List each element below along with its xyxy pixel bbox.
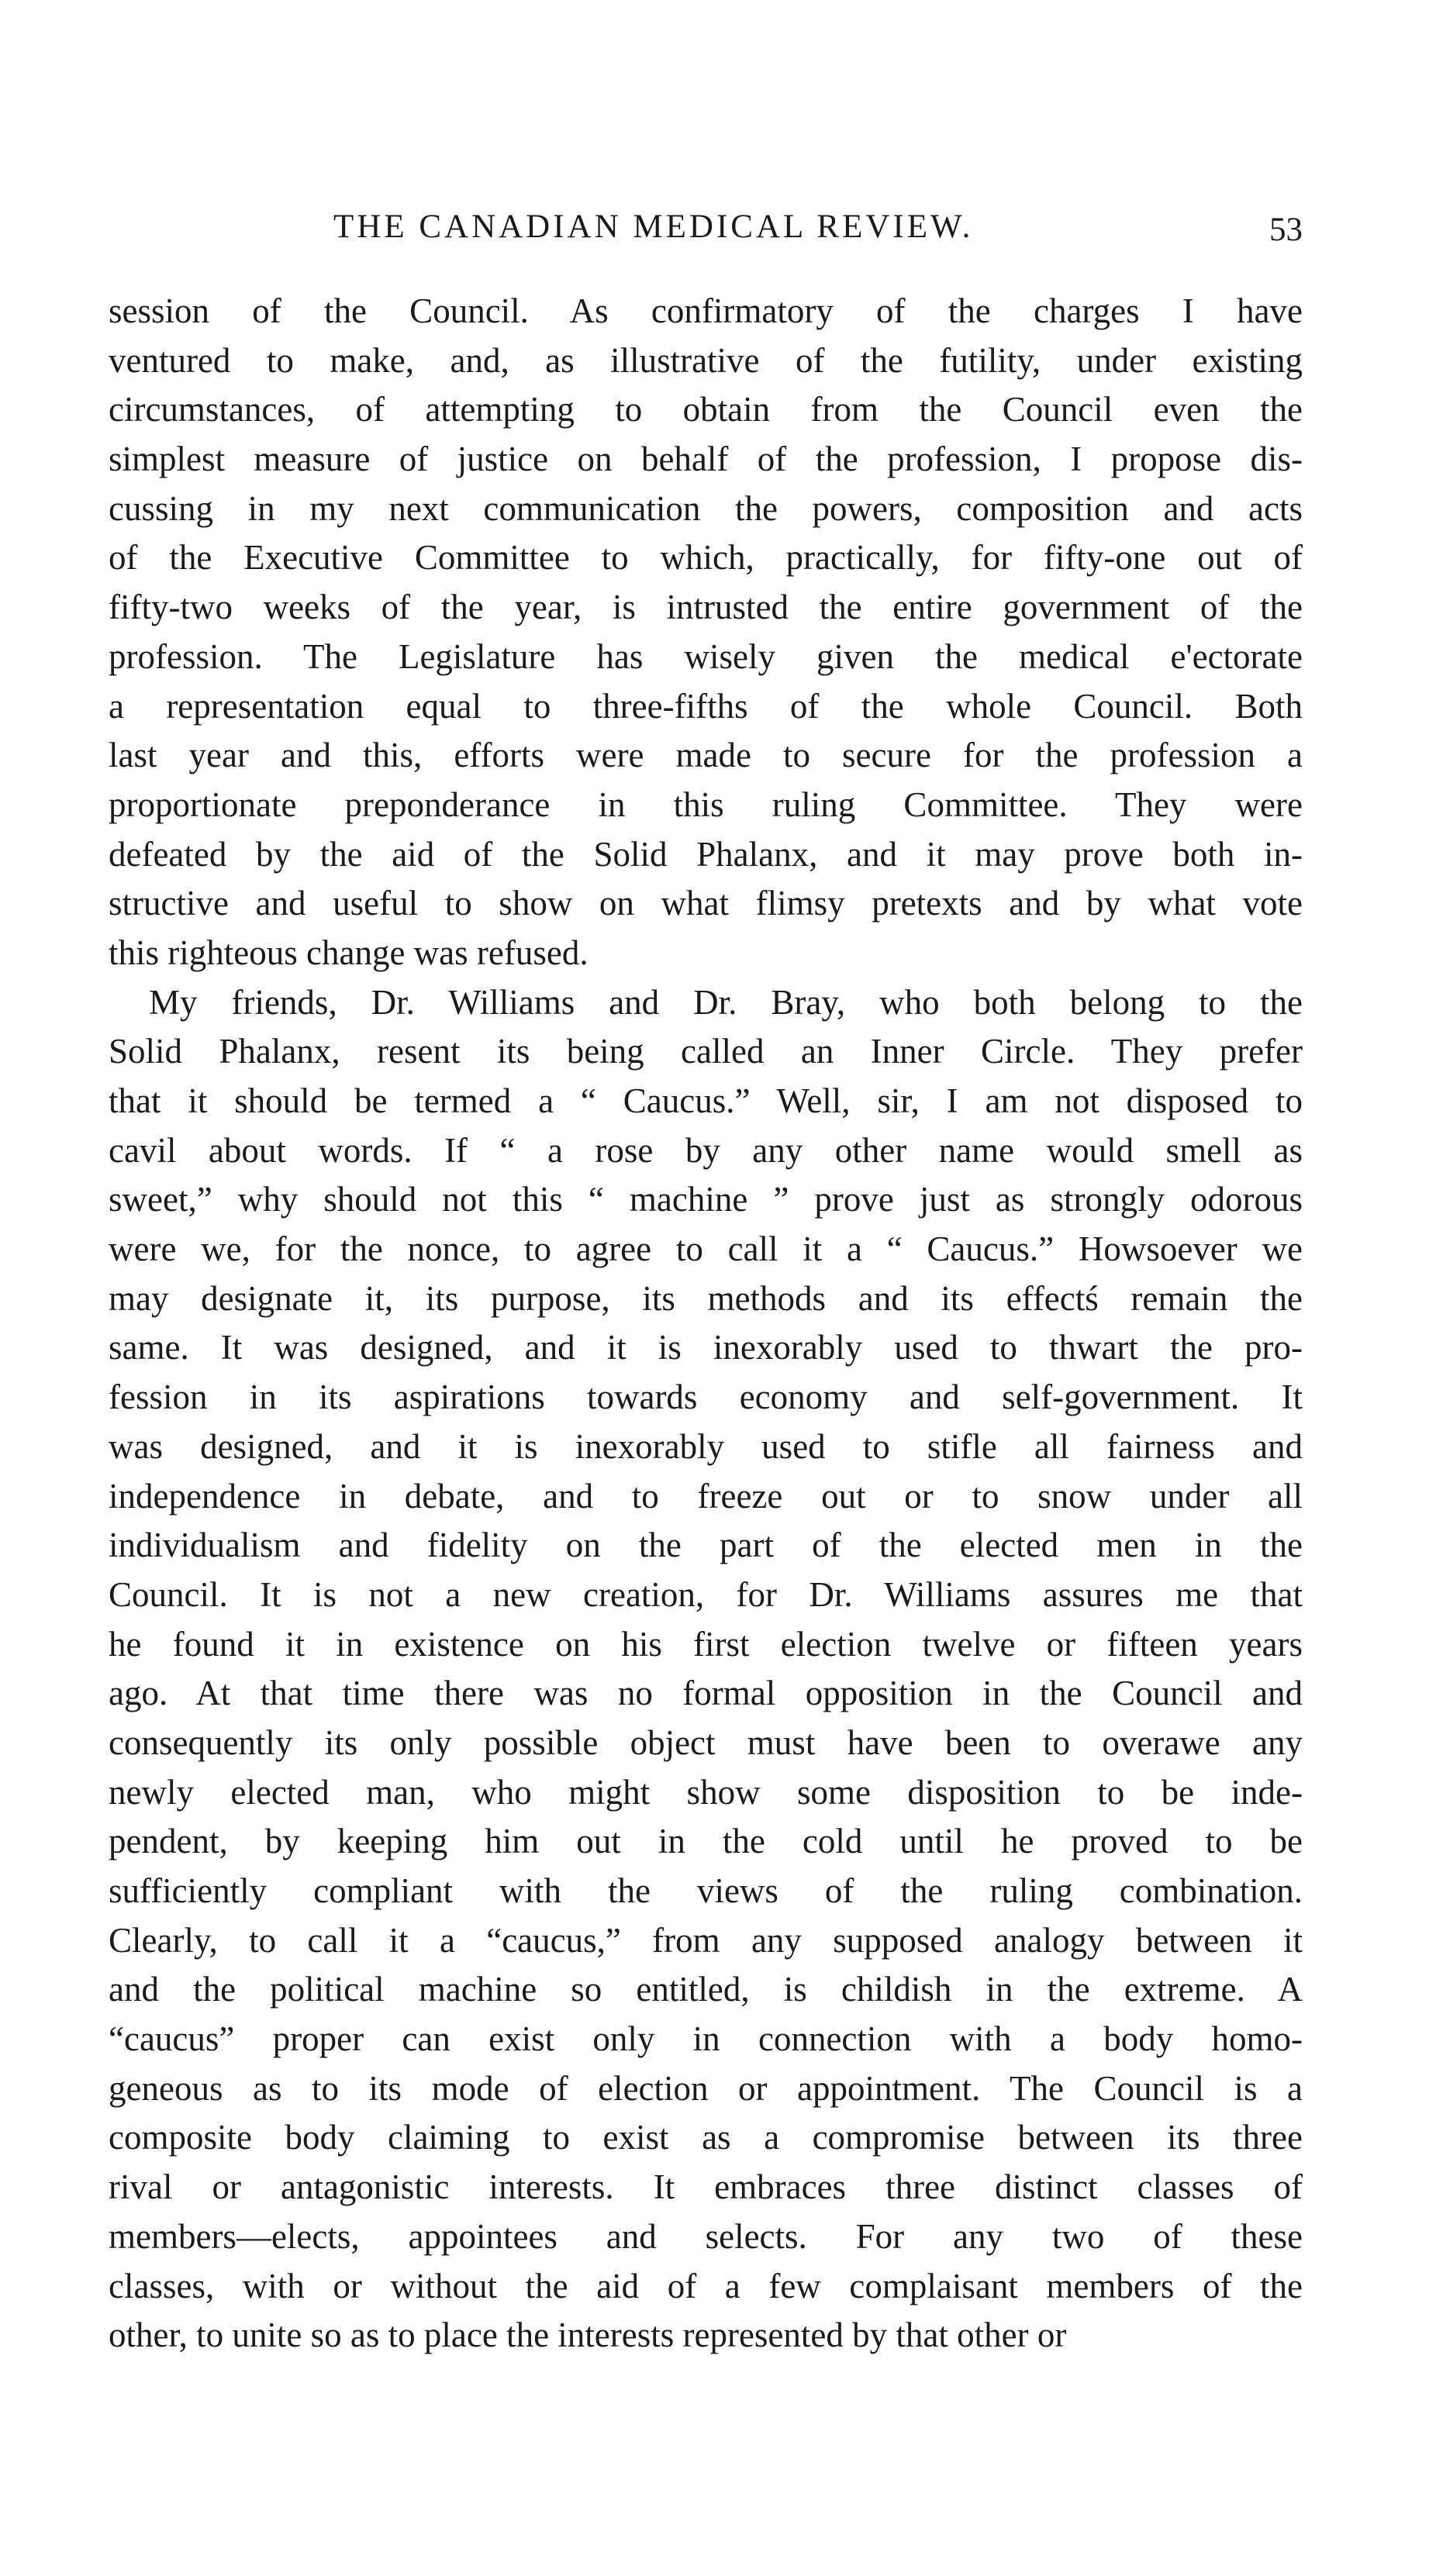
body-text	[109, 287, 1303, 2360]
text-line: composite body claiming to exist as a compromise between its three	[109, 2118, 1303, 2157]
text-line: sufficiently compliant with the views of the ruling combination.	[109, 1871, 1303, 1910]
text-line: other, to unite so as to place the interests represented by that other or	[109, 2316, 1067, 2355]
text-line: sweet,” why should not this “ machine ” prove just as strongly odorous	[109, 1180, 1303, 1219]
text-line: and the political machine so entitled, is childish in the extreme. A	[109, 1970, 1303, 2009]
text-line: this righteous change was refused.	[109, 933, 589, 972]
running-title: THE CANADIAN MEDICAL REVIEW.	[333, 209, 974, 245]
text-line: individualism and fidelity on the part of the elected men in the	[109, 1526, 1303, 1565]
text-line: of the Executive Committee to which, practically, for fifty-one out of	[109, 538, 1303, 578]
text-line: a representation equal to three-fifths of the whole Council. Both	[109, 686, 1303, 726]
text-line: were we, for the nonce, to agree to call it a “ Caucus.” Howsoever we	[109, 1229, 1303, 1269]
running-head	[109, 208, 1303, 254]
text-line: geneous as to its mode of election or appointment. The Council is a	[109, 2068, 1303, 2108]
text-line: Clearly, to call it a “caucus,” from any supposed analogy between it	[109, 1920, 1303, 1960]
text-line: may designate it, its purpose, its methods and its effectś remain the	[109, 1278, 1303, 1318]
text-line: Council. It is not a new creation, for Dr. Williams assures me that	[109, 1574, 1303, 1614]
text-line: fifty-two weeks of the year, is intrusted the entire government of the	[109, 588, 1303, 627]
text-line: simplest measure of justice on behalf of the profession, I propose dis-	[109, 440, 1303, 479]
text-line: cussing in my next communication the powers, composition and acts	[109, 488, 1303, 528]
text-line: rival or antagonistic interests. It embraces three distinct classes of	[109, 2167, 1303, 2207]
text-line: “caucus” proper can exist only in connection with a body homo-	[109, 2019, 1303, 2059]
text-line: newly elected man, who might show some disposition to be inde-	[109, 1772, 1303, 1812]
text-line: that it should be termed a “ Caucus.” Well, sir, I am not disposed to	[109, 1081, 1303, 1120]
text-line: members—elects, appointees and selects. For any two of these	[109, 2216, 1303, 2256]
text-line: proportionate preponderance in this ruling Committee. They were	[109, 785, 1303, 824]
text-line: Solid Phalanx, resent its being called an Inner Circle. They prefer	[109, 1032, 1303, 1071]
text-line: cavil about words. If “ a rose by any other name would smell as	[109, 1130, 1303, 1170]
text-line: ventured to make, and, as illustrative of the futility, under existing	[109, 340, 1303, 380]
text-line: last year and this, efforts were made to secure for the profession a	[109, 736, 1303, 775]
text-line: same. It was designed, and it is inexorably used to thwart the pro-	[109, 1328, 1303, 1367]
text-line: profession. The Legislature has wisely given the medical e'ectorate	[109, 636, 1303, 676]
text-line: pendent, by keeping him out in the cold until he proved to be	[109, 1822, 1303, 1861]
page-number: 53	[1269, 212, 1303, 248]
text-line: My friends, Dr. Williams and Dr. Bray, who both belong to the	[149, 982, 1303, 1022]
text-line: consequently its only possible object must have been to overawe any	[109, 1723, 1303, 1762]
text-line: independence in debate, and to freeze out or to snow under all	[109, 1476, 1303, 1516]
text-line: classes, with or without the aid of a few complaisant members of the	[109, 2266, 1303, 2305]
text-line: he found it in existence on his first election twelve or fifteen years	[109, 1624, 1303, 1664]
paragraph-2	[109, 978, 1303, 2360]
text-line: structive and useful to show on what flimsy pretexts and by what vote	[109, 884, 1303, 923]
text-line: was designed, and it is inexorably used to stifle all fairness and	[109, 1426, 1303, 1466]
text-line: session of the Council. As confirmatory of the charges I have	[109, 291, 1303, 330]
text-line: ago. At that time there was no formal opposition in the Council and	[109, 1674, 1303, 1713]
paragraph-1	[109, 287, 1303, 978]
text-line: defeated by the aid of the Solid Phalanx, and it may prove both in-	[109, 834, 1303, 874]
text-line: circumstances, of attempting to obtain from the Council even the	[109, 390, 1303, 429]
text-line: fession in its aspirations towards economy and self-government. It	[109, 1378, 1303, 1417]
